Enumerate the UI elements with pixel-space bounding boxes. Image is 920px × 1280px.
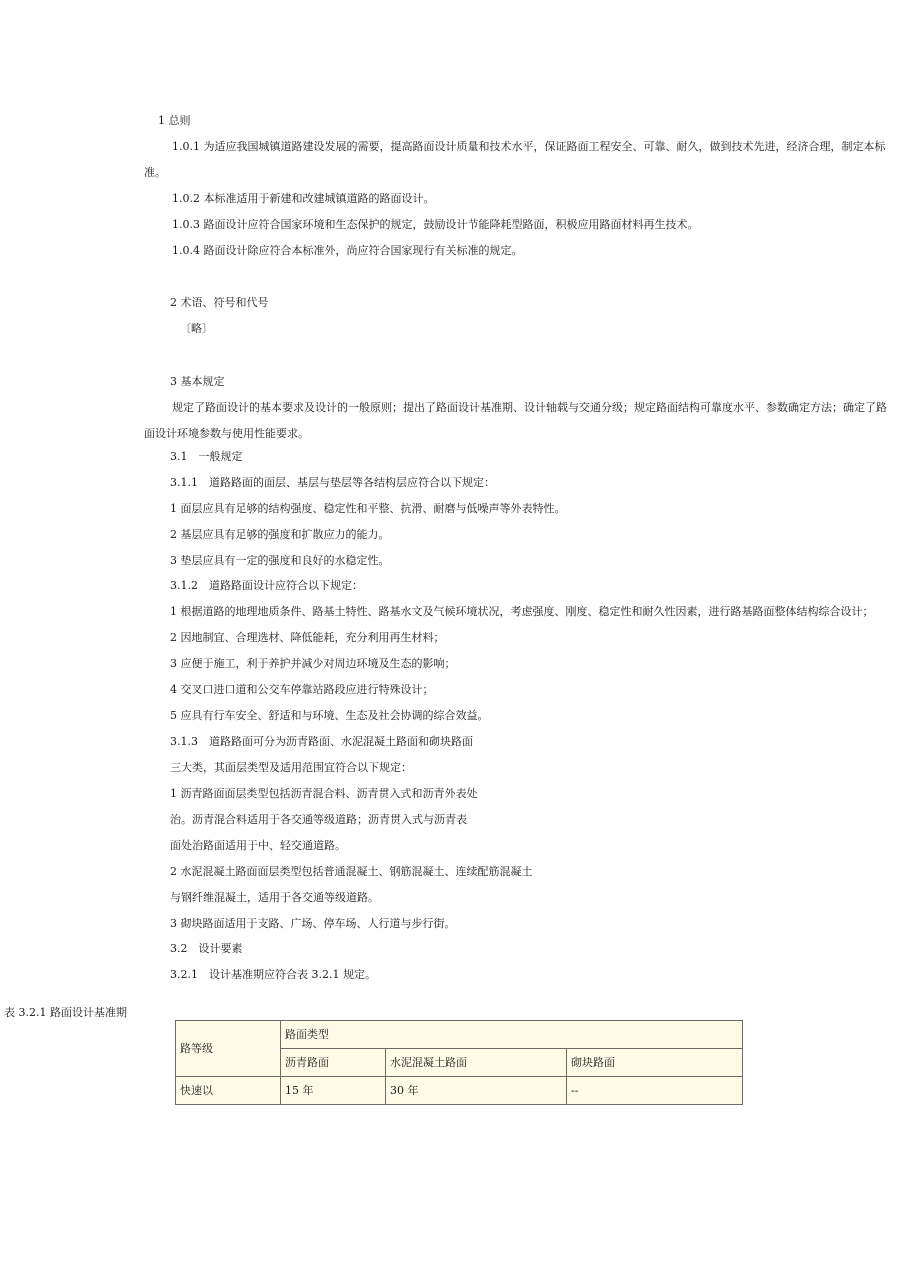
clause-3-1-3-cont: 三大类，其面层类型及适用范围宜符合以下规定： (170, 761, 412, 774)
item-3-1-3-1: 1 沥青路面面层类型包括沥青混合料、沥青贯入式和沥青外表处 (170, 787, 478, 800)
section-heading-2: 2 术语、符号和代号 (170, 296, 269, 309)
item-3-1-3-1-cont2: 面处治路面适用于中、轻交通道路。 (170, 839, 346, 852)
subsection-3-1: 3.1 一般规定 (170, 450, 243, 463)
omitted-note: 〔略〕 (180, 322, 213, 335)
item-3-1-3-1-cont: 治。沥青混合料适用于各交通等级道路；沥青贯入式与沥青表 (170, 813, 467, 826)
clause-3-1-3: 3.1.3 道路路面可分为沥青路面、水泥混凝土路面和砌块路面 (170, 735, 473, 748)
table-header-row (176, 1021, 743, 1049)
item-3-1-2-4: 4 交叉口进口道和公交车停靠站路段应进行特殊设计； (170, 683, 434, 696)
item-3-1-1-3: 3 垫层应具有一定的强度和良好的水稳定性。 (170, 554, 390, 567)
item-3-1-1-1: 1 面层应具有足够的结构强度、稳定性和平整、抗滑、耐磨与低噪声等外表特性。 (170, 502, 566, 515)
section-heading-3: 3 基本规定 (170, 375, 225, 388)
table-cell: -- (567, 1077, 743, 1105)
subsection-3-2: 3.2 设计要素 (170, 942, 243, 955)
table-caption: 表 3.2.1 路面设计基准期 (4, 1006, 127, 1019)
clause-3-2-1: 3.2.1 设计基准期应符合表 3.2.1 规定。 (170, 968, 376, 981)
clause-1-0-4: 1.0.4 路面设计除应符合本标准外，尚应符合国家现行有关标准的规定。 (172, 244, 523, 257)
table-cell-grade: 快速以 (176, 1077, 281, 1105)
item-3-1-3-3: 3 砌块路面适用于支路、广场、停车场、人行道与步行街。 (170, 917, 456, 930)
item-3-1-3-2-cont: 与钢纤维混凝土，适用于各交通等级道路。 (170, 891, 379, 904)
design-period-table (175, 1020, 743, 1105)
table-cell: 30 年 (386, 1077, 567, 1105)
item-3-1-2-3: 3 应便于施工，利于养护并减少对周边环境及生态的影响； (170, 657, 456, 670)
clause-1-0-1: 1.0.1 为适应我国城镇道路建设发展的需要，提高路面设计质量和技术水平，保证路面工程安全、可靠、耐久，做到技术先进，经济合理，制定本标 (172, 140, 886, 153)
section-heading-1: 1 总则 (158, 114, 191, 127)
clause-1-0-1-cont: 准。 (144, 166, 166, 179)
item-3-1-1-2: 2 基层应具有足够的强度和扩散应力的能力。 (170, 528, 390, 541)
table-group-header: 路面类型 (281, 1021, 743, 1049)
clause-3-1-2: 3.1.2 道路路面设计应符合以下规定： (170, 579, 363, 592)
table-col-header: 水泥混凝土路面 (386, 1049, 567, 1077)
clause-1-0-2: 1.0.2 本标准适用于新建和改建城镇道路的路面设计。 (172, 192, 435, 205)
item-3-1-2-2: 2 因地制宜、合理选材、降低能耗，充分利用再生材料； (170, 631, 445, 644)
clause-3-1-1: 3.1.1 道路路面的面层、基层与垫层等各结构层应符合以下规定： (170, 476, 495, 489)
table-row-header: 路等级 (176, 1021, 281, 1077)
table-col-header: 沥青路面 (281, 1049, 386, 1077)
item-3-1-2-1: 1 根据道路的地理地质条件、路基土特性、路基水文及气候环境状况，考虑强度、刚度、稳定性和耐久性因素，进行路基路面整体结构综合设计； (170, 605, 874, 618)
table-cell: 15 年 (281, 1077, 386, 1105)
clause-1-0-3: 1.0.3 路面设计应符合国家环境和生态保护的规定，鼓励设计节能降耗型路面，积极应用路面材料再生技术。 (172, 218, 699, 231)
item-3-1-3-2: 2 水泥混凝土路面面层类型包括普通混凝土、钢筋混凝土、连续配筋混凝土 (170, 865, 533, 878)
section-3-intro: 规定了路面设计的基本要求及设计的一般原则；提出了路面设计基准期、设计轴载与交通分级；规定路面结构可靠度水平、参数确定方法；确定了路 (172, 401, 887, 414)
item-3-1-2-5: 5 应具有行车安全、舒适和与环境、生态及社会协调的综合效益。 (170, 709, 489, 722)
table-col-header: 砌块路面 (567, 1049, 743, 1077)
table-row (176, 1077, 743, 1105)
section-3-intro-cont: 面设计环境参数与使用性能要求。 (144, 427, 309, 440)
